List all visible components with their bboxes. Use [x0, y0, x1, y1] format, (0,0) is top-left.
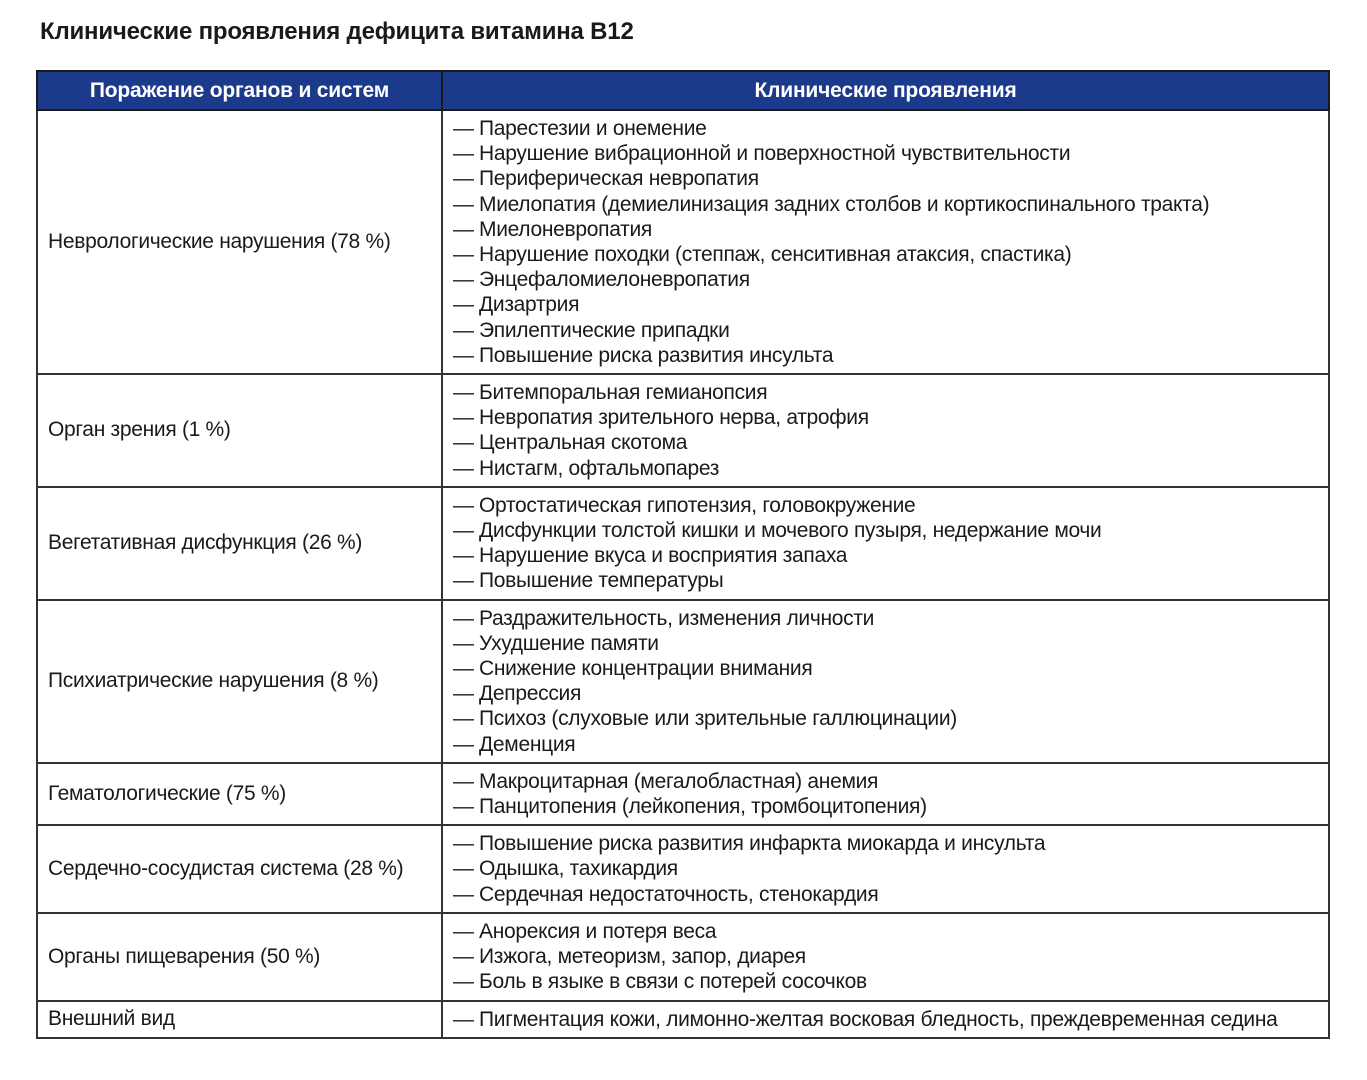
manifestation-item: — Ортостатическая гипотензия, головокружение — [453, 493, 1322, 518]
manifestations-cell — [442, 600, 1329, 763]
organ-system-cell: Органы пищеварения (50 %) — [37, 913, 442, 1001]
manifestation-item: — Пигментация кожи, лимонно-желтая восковая бледность, преждевременная седина — [453, 1007, 1322, 1032]
manifestations-list — [453, 380, 1322, 481]
manifestations-list — [453, 1007, 1322, 1032]
manifestation-item: — Панцитопения (лейкопения, тромбоцитопения) — [453, 794, 1322, 819]
manifestations-cell — [442, 825, 1329, 913]
manifestation-item: — Повышение температуры — [453, 568, 1322, 593]
manifestations-list — [453, 831, 1322, 907]
table-row — [37, 487, 1329, 600]
organ-system-cell: Сердечно-сосудистая система (28 %) — [37, 825, 442, 913]
manifestation-item: — Центральная скотома — [453, 430, 1322, 455]
vitamin-b12-table — [36, 70, 1330, 1039]
manifestation-item: — Макроцитарная (мегалобластная) анемия — [453, 769, 1322, 794]
manifestations-cell — [442, 913, 1329, 1001]
organ-system-cell: Неврологические нарушения (78 %) — [37, 110, 442, 374]
manifestations-cell — [442, 110, 1329, 374]
manifestation-item: — Депрессия — [453, 681, 1322, 706]
manifestation-item: — Изжога, метеоризм, запор, диарея — [453, 944, 1322, 969]
manifestation-item: — Невропатия зрительного нерва, атрофия — [453, 405, 1322, 430]
table-row — [37, 110, 1329, 374]
table-row — [37, 600, 1329, 763]
manifestations-cell — [442, 487, 1329, 600]
organ-system-cell: Внешний вид — [37, 1001, 442, 1038]
manifestations-list — [453, 769, 1322, 819]
organ-system-cell: Орган зрения (1 %) — [37, 374, 442, 487]
manifestation-item: — Эпилептические припадки — [453, 318, 1322, 343]
manifestations-cell — [442, 374, 1329, 487]
table-body — [37, 110, 1329, 1038]
manifestations-cell — [442, 1001, 1329, 1038]
table-header-row — [37, 71, 1329, 110]
table-row — [37, 1001, 1329, 1038]
manifestation-item: — Дизартрия — [453, 292, 1322, 317]
manifestation-item: — Нарушение вибрационной и поверхностной чувствительности — [453, 141, 1322, 166]
manifestation-item: — Сердечная недостаточность, стенокардия — [453, 882, 1322, 907]
manifestation-item: — Анорексия и потеря веса — [453, 919, 1322, 944]
manifestations-cell — [442, 763, 1329, 825]
manifestation-item: — Дисфункции толстой кишки и мочевого пузыря, недержание мочи — [453, 518, 1322, 543]
manifestation-item: — Парестезии и онемение — [453, 116, 1322, 141]
manifestations-list — [453, 116, 1322, 368]
manifestation-item: — Психоз (слуховые или зрительные галлюцинации) — [453, 706, 1322, 731]
organ-system-cell: Вегетативная дисфункция (26 %) — [37, 487, 442, 600]
manifestation-item: — Нарушение вкуса и восприятия запаха — [453, 543, 1322, 568]
table-row — [37, 825, 1329, 913]
manifestation-item: — Повышение риска развития инфаркта миокарда и инсульта — [453, 831, 1322, 856]
manifestation-item: — Одышка, тахикардия — [453, 856, 1322, 881]
manifestation-item: — Повышение риска развития инсульта — [453, 343, 1322, 368]
manifestation-item: — Снижение концентрации внимания — [453, 656, 1322, 681]
manifestation-item: — Раздражительность, изменения личности — [453, 606, 1322, 631]
manifestation-item: — Энцефаломиелоневропатия — [453, 267, 1322, 292]
manifestation-item: — Нистагм, офтальмопарез — [453, 456, 1322, 481]
manifestation-item: — Боль в языке в связи с потерей сосочков — [453, 969, 1322, 994]
manifestations-list — [453, 919, 1322, 995]
manifestation-item: — Деменция — [453, 732, 1322, 757]
table-row — [37, 374, 1329, 487]
manifestation-item: — Миелоневропатия — [453, 217, 1322, 242]
document-title: Клинические проявления дефицита витамина B12 — [40, 18, 634, 45]
manifestations-list — [453, 606, 1322, 757]
manifestation-item: — Нарушение походки (степпаж, сенситивная атаксия, спастика) — [453, 242, 1322, 267]
table-row — [37, 913, 1329, 1001]
column-header-organs: Поражение органов и систем — [37, 71, 442, 110]
table-row — [37, 763, 1329, 825]
manifestation-item: — Миелопатия (демиелинизация задних столбов и кортикоспинального тракта) — [453, 192, 1322, 217]
manifestations-list — [453, 493, 1322, 594]
manifestation-item: — Периферическая невропатия — [453, 166, 1322, 191]
page-bottom-edge — [0, 1068, 1367, 1080]
organ-system-cell: Гематологические (75 %) — [37, 763, 442, 825]
manifestation-item: — Ухудшение памяти — [453, 631, 1322, 656]
column-header-manifestations: Клинические проявления — [442, 71, 1329, 110]
organ-system-cell: Психиатрические нарушения (8 %) — [37, 600, 442, 763]
manifestation-item: — Битемпоральная гемианопсия — [453, 380, 1322, 405]
